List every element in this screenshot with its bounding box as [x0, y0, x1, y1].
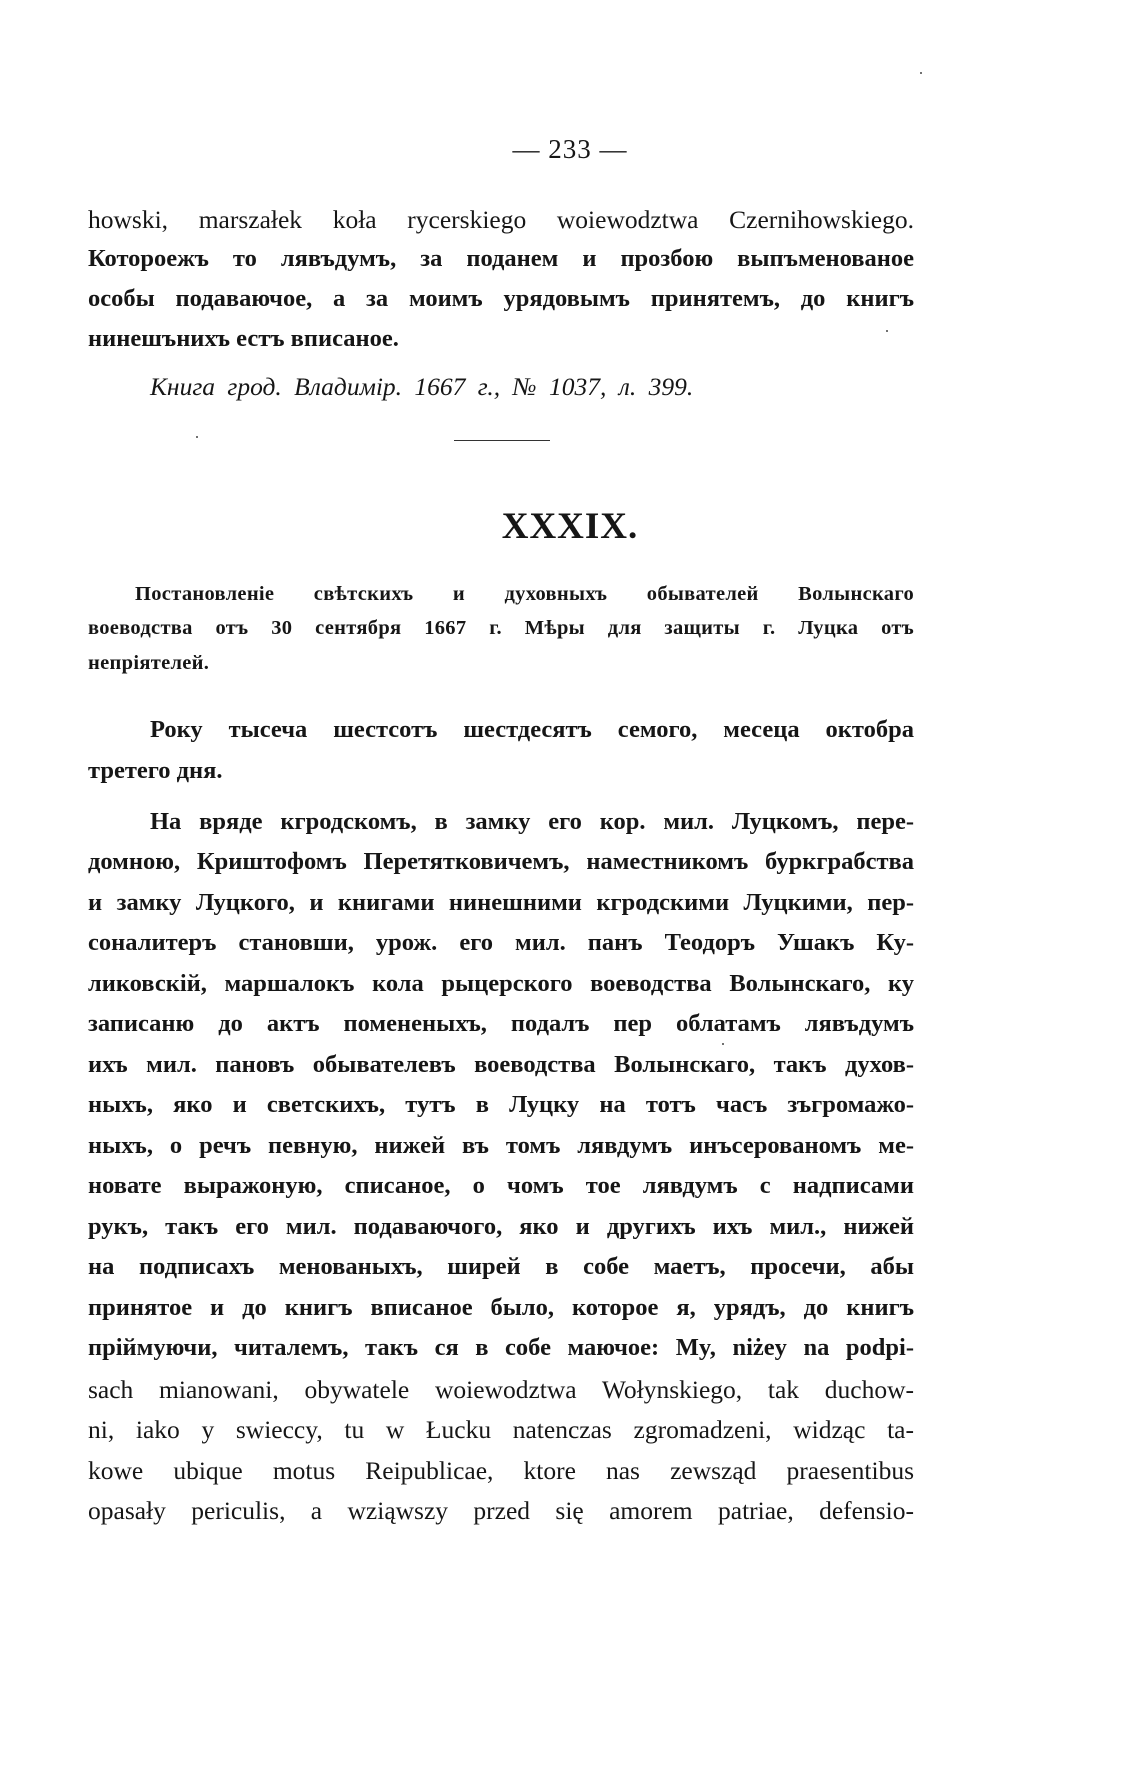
paragraph-line: На вряде кгродскомъ, в замку его кор. мил. Луцкомъ, пере-	[150, 808, 914, 835]
paragraph-line: kowe ubique motus Reipublicae, ktore nas zewsząd praesentibus	[88, 1456, 914, 1485]
intro-line: Котороежъ то лявъдумъ, за поданем и прозбою выпъменованое	[88, 245, 914, 272]
paragraph-line: ныхъ, о речъ певную, нижей въ томъ лявдумъ инъсерованомъ ме-	[88, 1132, 914, 1159]
paragraph-line: и замку Луцкого, и книгами нинешними кгродскими Луцкими, пер-	[88, 889, 914, 916]
paragraph-line: принятое и до книгъ вписаное было, которое я, урядъ, до книгъ	[88, 1294, 914, 1321]
paragraph-line: записаню до актъ помененыхъ, подалъ пер облатамъ лявъдумъ	[88, 1010, 914, 1037]
intro-line: особы подаваючое, а за моимъ урядовымъ принятемъ, до книгъ	[88, 285, 914, 312]
intro-line: нинешънихъ естъ вписаное.	[88, 325, 399, 352]
paragraph-line: третего дня.	[88, 757, 223, 784]
paragraph-line: opasały periculis, a wziąwszy przed się amorem patriae, defensio-	[88, 1496, 914, 1525]
section-divider	[454, 440, 550, 441]
paragraph-line: рукъ, такъ его мил. подаваючого, яко и другихъ ихъ мил., нижей	[88, 1213, 914, 1240]
document-heading-line: Постановленіе свѣтскихъ и духовныхъ обывателей Волынскаго	[135, 583, 914, 605]
page-number: — 233 —	[512, 134, 628, 164]
document-heading-line: непріятелей.	[88, 652, 210, 674]
scan-speck	[722, 1043, 724, 1045]
paragraph-line: Року тысеча шестсотъ шестдесятъ семого, месеца октобра	[150, 716, 914, 743]
document-heading-line: воеводства отъ 30 сентября 1667 г. Мѣры для защиты г. Луцка отъ	[88, 617, 914, 639]
paragraph-line: домною, Криштофомъ Перетятковичемъ, наместникомъ буркграбства	[88, 848, 914, 875]
paragraph-line: ликовскій, маршалокъ кола рыцерского воеводства Волынскаго, ку	[88, 970, 914, 997]
scan-speck	[920, 72, 922, 74]
scan-speck	[196, 436, 198, 438]
paragraph-line: соналитеръ становши, урож. его мил. панъ Теодоръ Ушакъ Ку-	[88, 929, 914, 956]
scan-speck	[886, 330, 888, 332]
paragraph-line: на подписахъ менованыхъ, ширей в собе маетъ, просечи, абы	[88, 1253, 914, 1280]
paragraph-line: ныхъ, яко и светскихъ, тутъ в Луцку на тотъ часъ зъгромажо-	[88, 1091, 914, 1118]
paragraph-line: новате выражоную, списаное, о чомъ тое лявдумъ с надписами	[88, 1172, 914, 1199]
source-citation: Книга грод. Владимір. 1667 г., № 1037, л. 399.	[150, 372, 694, 401]
section-number: XXXIX.	[501, 506, 639, 547]
paragraph-line: sach mianowani, obywatele woiewodztwa Wołynskiego, tak duchow-	[88, 1375, 914, 1404]
intro-line: howski, marszałek koła rycerskiego woiewodztwa Czernihowskiego.	[88, 205, 914, 234]
paragraph-line: ихъ мил. пановъ обывателевъ воеводства Волынскаго, такъ духов-	[88, 1051, 914, 1078]
paragraph-line: пріймуючи, читалемъ, такъ ся в собе маючое: My, niżey na podpi-	[88, 1334, 914, 1361]
paragraph-line: ni, iako y swieccy, tu w Łucku natenczas zgromadzeni, widząc ta-	[88, 1415, 914, 1444]
